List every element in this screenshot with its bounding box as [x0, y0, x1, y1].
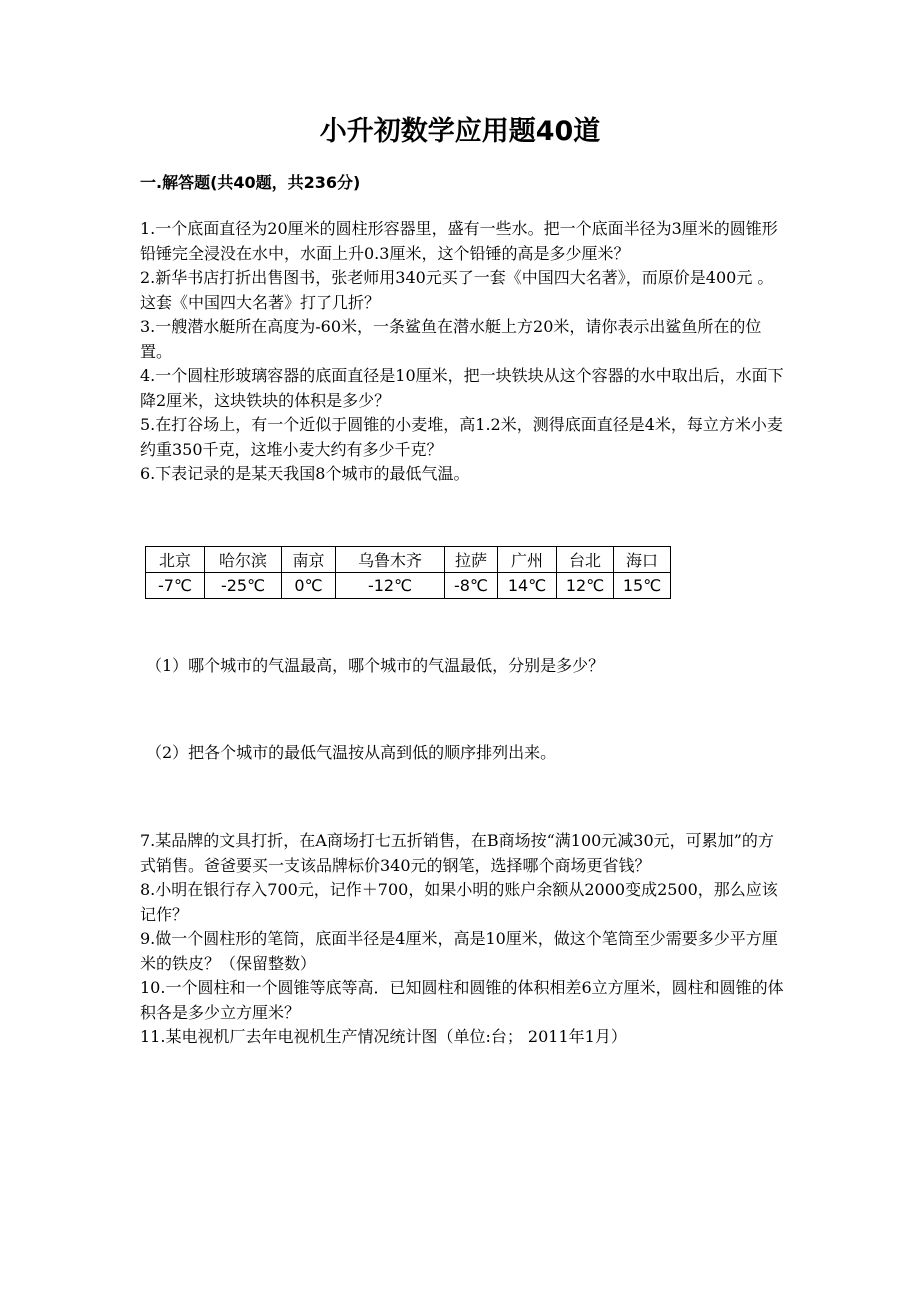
page-title: 小升初数学应用题40道: [319, 116, 601, 147]
table-cell-city: 广州: [498, 547, 557, 573]
sub-question-1: （1）哪个城市的气温最高，哪个城市的气温最低，分别是多少？: [146, 656, 605, 675]
table-cell-temperature: 14℃: [498, 573, 557, 599]
question-11: 11.某电视机厂去年电视机生产情况统计图（单位:台； 2011年1月）: [140, 1027, 627, 1046]
sub-question-2: （2）把各个城市的最低气温按从高到低的顺序排列出来。: [146, 743, 557, 762]
question-list-part2: [140, 829, 785, 1050]
table-cell-city: 拉萨: [445, 547, 498, 573]
table-cell-city: 台北: [557, 547, 614, 573]
table-cell-temperature: -8℃: [445, 573, 498, 599]
table-cell-temperature: 15℃: [614, 573, 671, 599]
table-cell-temperature: -25℃: [205, 573, 282, 599]
question-8: 8.小明在银行存入700元，记作＋700，如果小明的账户余额从2000变成2500，那么应该记作？: [140, 880, 778, 924]
question-4: 4.一个圆柱形玻璃容器的底面直径是10厘米，把一块铁块从这个容器的水中取出后，水面下降2厘米，这块铁块的体积是多少？: [140, 366, 784, 410]
table-row-cities: [146, 547, 671, 573]
section-heading: 一.解答题(共40题，共236分): [140, 173, 361, 192]
table-cell-city: 北京: [146, 547, 205, 573]
question-1: 1.一个底面直径为20厘米的圆柱形容器里，盛有一些水。把一个底面半径为3厘米的圆锥形铅锤完全浸没在水中，水面上升0.3厘米，这个铅锤的高是多少厘米？: [140, 219, 778, 263]
question-10: 10.一个圆柱和一个圆锥等底等高．已知圆柱和圆锥的体积相差6立方厘米，圆柱和圆锥的体积各是多少立方厘米？: [140, 978, 784, 1022]
table-cell-city: 乌鲁木齐: [336, 547, 445, 573]
question-5: 5.在打谷场上，有一个近似于圆锥的小麦堆，高1.2米，测得底面直径是4米，每立方米小麦约重350千克，这堆小麦大约有多少千克？: [140, 415, 783, 459]
question-2: 2.新华书店打折出售图书，张老师用340元买了一套《中国四大名著》，而原价是400元 。这套《中国四大名著》打了几折？: [140, 268, 774, 312]
table-cell-temperature: -7℃: [146, 573, 205, 599]
table-cell-temperature: 12℃: [557, 573, 614, 599]
temperature-table: [145, 546, 671, 599]
question-6: 6.下表记录的是某天我国8个城市的最低气温。: [140, 464, 470, 483]
table-cell-city: 南京: [282, 547, 336, 573]
table-cell-city: 哈尔滨: [205, 547, 282, 573]
question-3: 3.一艘潜水艇所在高度为-60米，一条鲨鱼在潜水艇上方20米，请你表示出鲨鱼所在的位置。: [140, 317, 762, 361]
question-7: 7.某品牌的文具打折，在A商场打七五折销售，在B商场按“满100元减30元，可累加”的方式销售。爸爸要买一支该品牌标价340元的钢笔，选择哪个商场更省钱？: [140, 831, 774, 875]
question-list-part1: [140, 217, 785, 487]
question-9: 9.做一个圆柱形的笔筒，底面半径是4厘米，高是10厘米，做这个笔筒至少需要多少平方厘米的铁皮？（保留整数）: [140, 929, 778, 973]
table-row-temperatures: [146, 573, 671, 599]
table-cell-temperature: -12℃: [336, 573, 445, 599]
table-cell-temperature: 0℃: [282, 573, 336, 599]
table-cell-city: 海口: [614, 547, 671, 573]
